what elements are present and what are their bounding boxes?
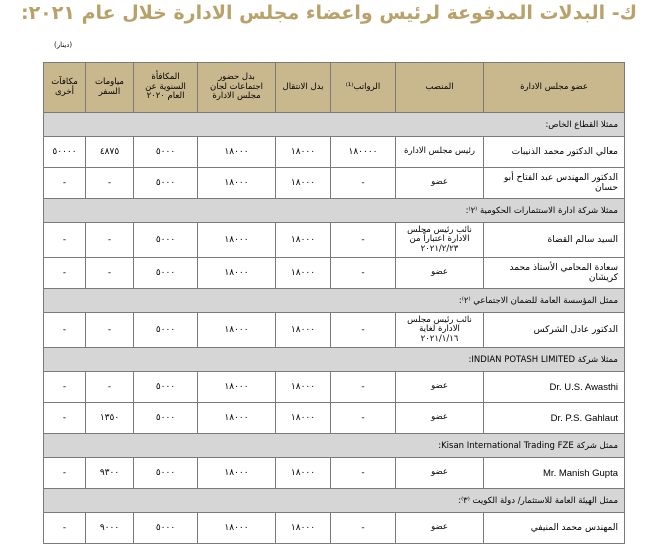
section-label: ممثل شركة Kisan International Trading FZE: <box>44 434 625 458</box>
table-row <box>44 403 625 434</box>
section-row <box>44 199 625 223</box>
annual-cell: ٥٠٠٠ <box>134 403 198 434</box>
other-cell: - <box>44 513 86 544</box>
section-row <box>44 489 625 513</box>
salary-cell: - <box>331 403 396 434</box>
committee-cell: ١٨٠٠٠ <box>198 137 276 168</box>
member-position: نائب رئيس مجلس الادارة لغاية ٢٠٢١/١/١٦ <box>396 313 484 348</box>
table-row <box>44 137 625 168</box>
transport-cell: ١٨٠٠٠ <box>276 258 331 289</box>
annual-cell: ٥٠٠٠ <box>134 258 198 289</box>
member-name: السيد سالم القضاة <box>484 223 625 258</box>
header-member: عضو مجلس الادارة <box>484 63 625 113</box>
annual-cell: ٥٠٠٠ <box>134 458 198 489</box>
salary-cell: - <box>331 258 396 289</box>
member-position: رئيس مجلس الادارة <box>396 137 484 168</box>
section-label: ممثلا شركة INDIAN POTASH LIMITED: <box>44 348 625 372</box>
member-position: عضو <box>396 168 484 199</box>
committee-cell: ١٨٠٠٠ <box>198 458 276 489</box>
header-committee-attendance: بدل حضور اجتماعات لجان مجلس الادارة <box>198 63 276 113</box>
section-label: ممثلا القطاع الخاص: <box>44 113 625 137</box>
other-cell: ٥٠٠٠٠ <box>44 137 86 168</box>
member-name: المهندس محمد المنيفي <box>484 513 625 544</box>
other-cell: - <box>44 168 86 199</box>
transport-cell: ١٨٠٠٠ <box>276 372 331 403</box>
annual-cell: ٥٠٠٠ <box>134 168 198 199</box>
annual-cell: ٥٠٠٠ <box>134 372 198 403</box>
salary-cell: - <box>331 513 396 544</box>
transport-cell: ١٨٠٠٠ <box>276 168 331 199</box>
header-salaries: الرواتب⁽¹⁾ <box>331 63 396 113</box>
section-row <box>44 289 625 313</box>
salary-cell: - <box>331 313 396 348</box>
table-header-row <box>44 63 625 113</box>
committee-cell: ١٨٠٠٠ <box>198 168 276 199</box>
salary-cell: - <box>331 372 396 403</box>
table-row <box>44 458 625 489</box>
table-row <box>44 513 625 544</box>
other-cell: - <box>44 258 86 289</box>
member-name: الدكتور المهندس عبد الفتاح أبو حسان <box>484 168 625 199</box>
member-name: الدكتور عادل الشركس <box>484 313 625 348</box>
other-cell: - <box>44 223 86 258</box>
annual-cell: ٥٠٠٠ <box>134 313 198 348</box>
member-position: عضو <box>396 513 484 544</box>
transport-cell: ١٨٠٠٠ <box>276 313 331 348</box>
salary-cell: - <box>331 458 396 489</box>
header-annual-bonus: المكافأة السنوية عن العام ٢٠٢٠ <box>134 63 198 113</box>
travel-cell: - <box>86 223 134 258</box>
section-label: ممثل الهيئة العامة للاستثمار/ دولة الكويت ⁽٣⁾: <box>44 489 625 513</box>
table-row <box>44 223 625 258</box>
table-row <box>44 168 625 199</box>
section-row <box>44 348 625 372</box>
transport-cell: ١٨٠٠٠ <box>276 403 331 434</box>
annual-cell: ٥٠٠٠ <box>134 513 198 544</box>
member-position: عضو <box>396 403 484 434</box>
header-position: المنصب <box>396 63 484 113</box>
salary-cell: ١٨٠٠٠٠ <box>331 137 396 168</box>
member-name: معالي الدكتور محمد الذنيبات <box>484 137 625 168</box>
committee-cell: ١٨٠٠٠ <box>198 258 276 289</box>
transport-cell: ١٨٠٠٠ <box>276 137 331 168</box>
section-row <box>44 434 625 458</box>
member-position: عضو <box>396 258 484 289</box>
member-name: Dr. U.S. Awasthi <box>484 372 625 403</box>
member-position: عضو <box>396 372 484 403</box>
travel-cell: ١٣٥٠ <box>86 403 134 434</box>
table-row <box>44 258 625 289</box>
table-row <box>44 313 625 348</box>
other-cell: - <box>44 372 86 403</box>
other-cell: - <box>44 313 86 348</box>
table-row <box>44 372 625 403</box>
travel-cell: ٩٠٠٠ <box>86 513 134 544</box>
salary-cell: - <box>331 168 396 199</box>
travel-cell: ٩٣٠٠ <box>86 458 134 489</box>
section-label: ممثلا شركة ادارة الاستثمارات الحكومية ⁽٢⁾: <box>44 199 625 223</box>
annual-cell: ٥٠٠٠ <box>134 223 198 258</box>
committee-cell: ١٨٠٠٠ <box>198 313 276 348</box>
member-name: Dr. P.S. Gahlaut <box>484 403 625 434</box>
annual-cell: ٥٠٠٠ <box>134 137 198 168</box>
board-compensation-table <box>43 62 625 544</box>
header-transport: بدل الانتقال <box>276 63 331 113</box>
other-cell: - <box>44 403 86 434</box>
salary-cell: - <box>331 223 396 258</box>
travel-cell: - <box>86 168 134 199</box>
committee-cell: ١٨٠٠٠ <box>198 372 276 403</box>
committee-cell: ١٨٠٠٠ <box>198 403 276 434</box>
transport-cell: ١٨٠٠٠ <box>276 223 331 258</box>
travel-cell: ٤٨٧٥ <box>86 137 134 168</box>
member-name: Mr. Manish Gupta <box>484 458 625 489</box>
travel-cell: - <box>86 372 134 403</box>
member-name: سعادة المحامي الأستاذ محمد كريشان <box>484 258 625 289</box>
header-other-bonuses: مكافآت أخرى <box>44 63 86 113</box>
travel-cell: - <box>86 258 134 289</box>
committee-cell: ١٨٠٠٠ <box>198 223 276 258</box>
committee-cell: ١٨٠٠٠ <box>198 513 276 544</box>
currency-unit: (دينار) <box>54 41 73 49</box>
section-row <box>44 113 625 137</box>
travel-cell: - <box>86 313 134 348</box>
other-cell: - <box>44 458 86 489</box>
member-position: نائب رئيس مجلس الادارة اعتباراً من ٢٠٢١/٢/٢٣ <box>396 223 484 258</box>
member-position: عضو <box>396 458 484 489</box>
header-travel-allowance: مياومات السفر <box>86 63 134 113</box>
transport-cell: ١٨٠٠٠ <box>276 458 331 489</box>
page-title: ك- البدلات المدفوعة لرئيس واعضاء مجلس الادارة خلال عام ٢٠٢١: <box>20 2 637 24</box>
section-label: ممثل المؤسسة العامة للضمان الاجتماعي ⁽٢⁾: <box>44 289 625 313</box>
transport-cell: ١٨٠٠٠ <box>276 513 331 544</box>
